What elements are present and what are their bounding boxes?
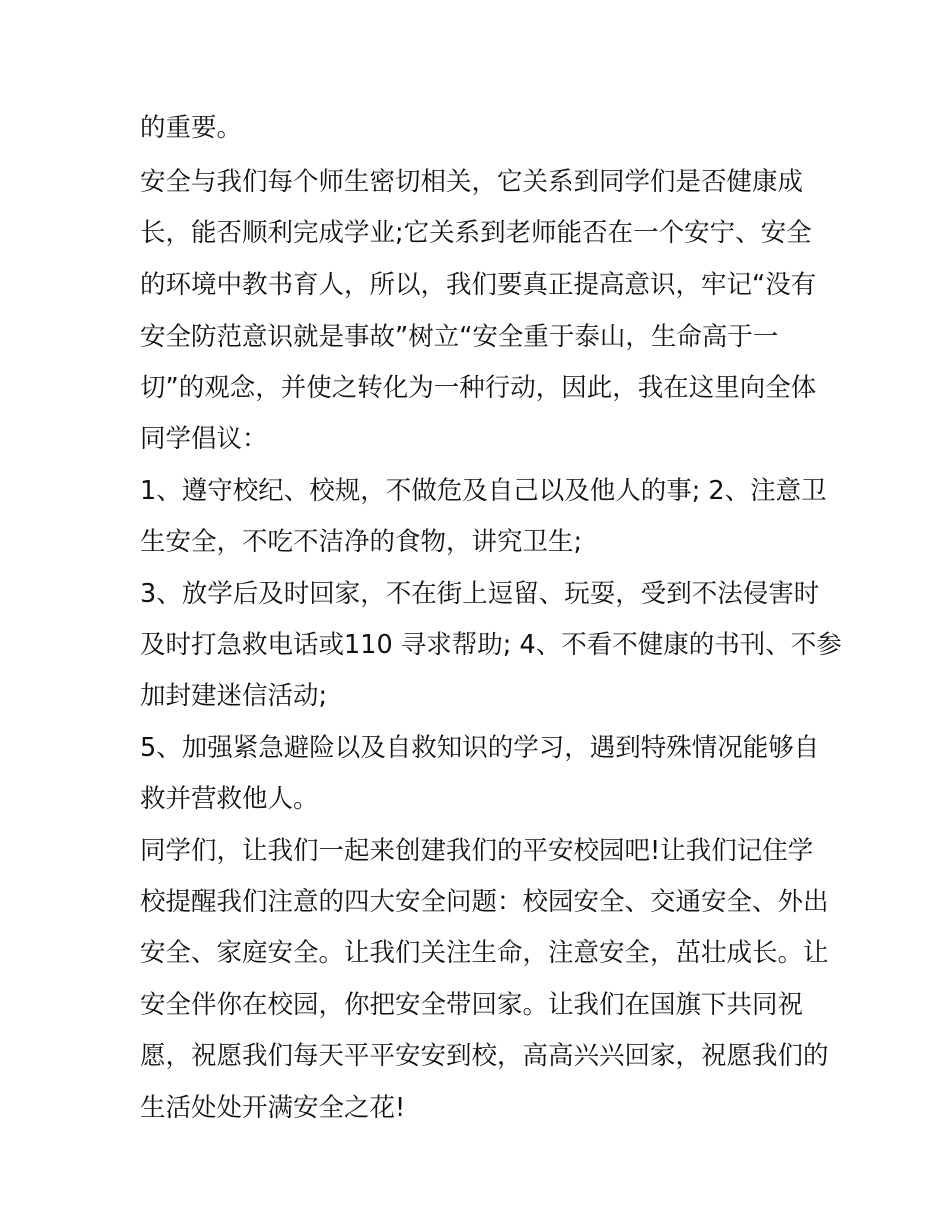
list-item: 1、遵守校纪、校规，不做危及自己以及他人的事; 2、注意卫	[140, 476, 827, 506]
text-line: 安全与我们每个师生密切相关，它关系到同学们是否健康成	[140, 167, 804, 197]
text-line: 安全伴你在校园，你把安全带回家。让我们在国旗下共同祝	[140, 990, 804, 1020]
list-item: 及时打急救电话或110 寻求帮助; 4、不看不健康的书刊、不参	[140, 630, 842, 660]
text-line: 安全防范意识就是事故”树立“安全重于泰山，生命高于一	[140, 322, 779, 352]
text-line: 安全、家庭安全。让我们关注生命，注意安全，茁壮成长。让	[140, 938, 829, 968]
list-item: 3、放学后及时回家，不在街上逗留、玩耍，受到不法侵害时	[140, 579, 820, 609]
text-line: 的重要。	[140, 113, 243, 143]
text-line: 同学倡议：	[140, 424, 268, 454]
text-line: 同学们，让我们一起来创建我们的平安校园吧!让我们记住学	[140, 836, 814, 866]
list-item: 救并营救他人。	[140, 784, 319, 814]
text-line: 切”的观念，并使之转化为一种行动，因此，我在这里向全体	[140, 373, 817, 403]
text-line: 愿，祝愿我们每天平平安安到校，高高兴兴回家，祝愿我们的	[140, 1041, 829, 1071]
list-item: 5、加强紧急避险以及自救知识的学习，遇到特殊情况能够自	[140, 733, 820, 763]
list-item: 生安全，不吃不洁净的食物，讲究卫生;	[140, 527, 583, 557]
text-line: 生活处处开满安全之花!	[140, 1093, 406, 1123]
list-item: 加封建迷信活动;	[140, 681, 328, 711]
text-line: 的环境中教书育人，所以，我们要真正提高意识，牢记“没有	[140, 270, 817, 300]
text-line: 校提醒我们注意的四大安全问题：校园安全、交通安全、外出	[140, 887, 829, 917]
text-line: 长，能否顺利完成学业;它关系到老师能否在一个安宁、安全	[140, 218, 812, 248]
